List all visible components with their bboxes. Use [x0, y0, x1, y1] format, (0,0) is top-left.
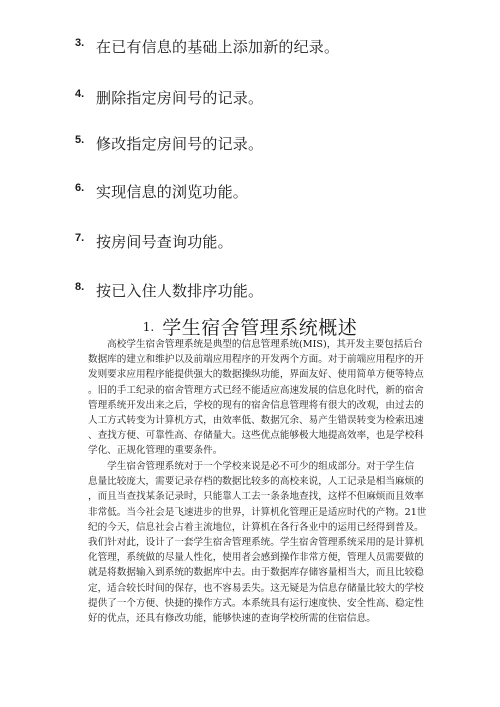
paragraph-line: 化管理，系统做的尽量人性化，使用者会感到操作非常方便，管理人员需要做的 [88, 552, 424, 564]
paragraph-overview [88, 337, 428, 459]
paragraph-line: 好的优点，还具有修改功能，能够快速的查询学校所需的住宿信息。 [88, 612, 376, 624]
paragraph-line: 学化、正规化管理的重要条件。 [88, 445, 223, 457]
paragraph-line: 高校学生宿舍管理系统是典型的信息管理系统(MIS)，其开发主要包括后台 [88, 339, 423, 350]
list-item-number: 8. [75, 281, 85, 293]
paragraph-line: ，而且当查找某条记录时，只能靠人工去一条条地查找，这样不但麻烦而且效率 [88, 491, 424, 503]
paragraph-line: 我们针对此，设计了一套学生宿舍管理系统。学生宿舍管理系统采用的是计算机 [88, 536, 424, 548]
paragraph-line: 学生宿舍管理系统对于一个学校来说是必不可少的组成部分。对于学生信 [88, 461, 415, 472]
paragraph-line: 、查找方便、可靠性高、存储量大。这些优点能够极大地提高效率，也是学校科 [88, 430, 424, 442]
list-item-number: 5. [75, 134, 85, 146]
paragraph-line: 数据库的建立和维护以及前端应用程序的开发两个方面。对于前端应用程序的开 [88, 354, 424, 366]
paragraph-line: 人工方式转变为计算机方式，由效率低、数据冗余、易产生错误转变为检索迅速 [88, 414, 424, 426]
list-item-text: 修改指定房间号的记录。 [96, 134, 264, 153]
list-item [75, 229, 233, 253]
paragraph-line: 。旧的手工纪录的宿舍管理方式已经不能适应高速发展的信息化时代，新的宿舍 [88, 384, 424, 396]
list-item-number: 6. [75, 182, 85, 194]
list-item-text: 按已入住人数排序功能。 [96, 281, 264, 300]
paragraph-line: 发则要求应用程序能提供强大的数据操纵功能，界面友好、使用简单方便等特点 [88, 369, 424, 381]
paragraph-line: 定，适合较长时间的保存，也不容易丢失。这无疑是为信息存储量比较大的学校 [88, 582, 424, 594]
list-item-text: 实现信息的浏览功能。 [96, 182, 249, 201]
list-item [75, 85, 263, 109]
list-item-number: 7. [75, 232, 85, 244]
list-item [75, 131, 263, 155]
list-item-text: 在已有信息的基础上添加新的纪录。 [96, 37, 340, 56]
paragraph-line: 提供了一个方便、快捷的操作方式。本系统具有运行速度快、安全性高、稳定性 [88, 597, 424, 609]
list-item [75, 278, 263, 302]
paragraph-line: 非常低。当今社会是飞速进步的世界，计算机化管理正是适应时代的产物。21世 [88, 506, 427, 518]
list-item [75, 34, 339, 58]
paragraph-line: 息量比较庞大，需要记录存档的数据比较多的高校来说，人工记录是相当麻烦的 [88, 476, 424, 488]
list-item-number: 4. [75, 88, 85, 100]
paragraph-line: 纪的今天，信息社会占着主流地位，计算机在各行各业中的运用已经得到普及。 [88, 521, 424, 533]
list-item-number: 3. [75, 37, 85, 49]
paragraph-line: 管理系统开发出来之后，学校的现有的宿舍信息管理将有很大的改观，由过去的 [88, 399, 424, 411]
section-title: 学生宿舍管理系统概述 [162, 317, 358, 339]
list-item [75, 179, 248, 203]
paragraph-importance [88, 459, 428, 626]
section-number: 1. [142, 319, 155, 334]
list-item-text: 按房间号查询功能。 [96, 232, 233, 251]
paragraph-line: 就是将数据输入到系统的数据库中去。由于数据库存储容量相当大，而且比较稳 [88, 567, 424, 579]
list-item-text: 删除指定房间号的记录。 [96, 88, 264, 107]
